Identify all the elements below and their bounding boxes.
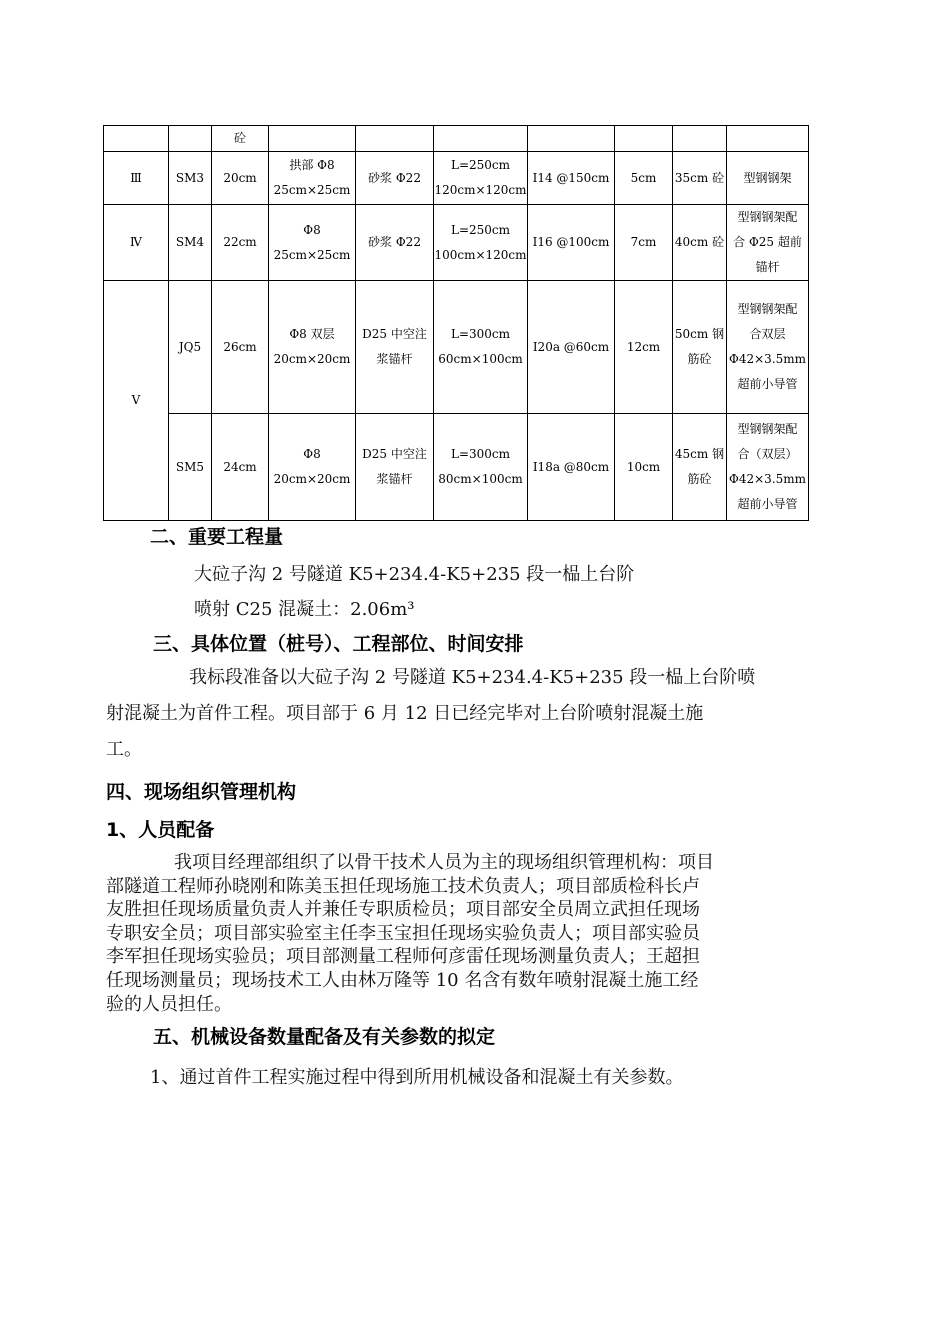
steel-cell: I14 @150cm (528, 152, 615, 205)
mesh-cell: 拱部 Φ8 25cm×25cm (269, 152, 356, 205)
steel-cell: I16 @100cm (528, 205, 615, 281)
section5-heading: 五、机械设备数量配备及有关参数的拟定 (153, 1026, 496, 1048)
reserve-cell: 12cm (615, 281, 673, 414)
steel-cell: I18a @80cm (528, 414, 615, 521)
spacing-cell: L=300cm 80cm×100cm (434, 414, 528, 521)
spacing-cell: L=250cm 120cm×120cm (434, 152, 528, 205)
section2-heading: 二、重要工程量 (150, 526, 284, 548)
grade-cell: Ⅴ (104, 281, 169, 521)
support-cell: 型钢钢架配 合（双层） Φ42×3.5mm 超前小导管 (727, 414, 809, 521)
lining-cell: 40cm 砼 (673, 205, 727, 281)
lining-cell: 50cm 钢 筋砼 (673, 281, 727, 414)
support-cell: 型钢钢架配 合双层 Φ42×3.5mm 超前小导管 (727, 281, 809, 414)
table-row (104, 152, 809, 205)
section4-paragraph: 我项目经理部组织了以骨干技术人员为主的现场组织管理机构：项目 部隧道工程师孙晓刚和陈美玉担任现场施工技术负责人；项目部质检科长卢 友胜担任现场质量负责人并兼任专职质检员；项目部安全员周立武担任现场 专职安全员；项目部实验室主任李玉宝担任现场实验负责人；项目部实验员 李军担任现场实验员；项目部测量工程师何彦雷任现场测量负责人；王超担 任现场测量员；现场技术工人由林万隆等 10 名含有数年喷射混凝土施工经 验的人员担任。 (106, 852, 714, 1015)
table-row (104, 205, 809, 281)
section3-heading: 三、具体位置（桩号）、工程部位、时间安排 (153, 633, 524, 655)
code-cell: SM5 (169, 414, 212, 521)
thickness-cell: 26cm (212, 281, 269, 414)
spacing-cell: L=250cm 100cm×120cm (434, 205, 528, 281)
code-cell: JQ5 (169, 281, 212, 414)
reserve-cell: 7cm (615, 205, 673, 281)
grade-cell: Ⅳ (104, 205, 169, 281)
code-cell: SM4 (169, 205, 212, 281)
mesh-cell: Φ8 双层 20cm×20cm (269, 281, 356, 414)
thickness-cell: 22cm (212, 205, 269, 281)
code-cell: SM3 (169, 152, 212, 205)
support-parameter-table (103, 125, 809, 521)
lining-cell: 45cm 钢 筋砼 (673, 414, 727, 521)
table-row (104, 281, 809, 414)
table-cell: 砼 (212, 126, 269, 152)
support-cell: 型钢钢架 (727, 152, 809, 205)
anchor-cell: 砂浆 Φ22 (356, 205, 434, 281)
section2-text-line: 大砬子沟 2 号隧道 K5+234.4-K5+235 段一榀上台阶 (194, 564, 635, 585)
section4-subheading: 1、人员配备 (106, 819, 215, 841)
reserve-cell: 5cm (615, 152, 673, 205)
thickness-cell: 20cm (212, 152, 269, 205)
spacing-cell: L=300cm 60cm×100cm (434, 281, 528, 414)
support-cell: 型钢钢架配 合 Φ25 超前 锚杆 (727, 205, 809, 281)
mesh-cell: Φ8 25cm×25cm (269, 205, 356, 281)
anchor-cell: D25 中空注 浆锚杆 (356, 281, 434, 414)
mesh-cell: Φ8 20cm×20cm (269, 414, 356, 521)
steel-cell: I20a @60cm (528, 281, 615, 414)
table-row (104, 126, 809, 152)
anchor-cell: D25 中空注 浆锚杆 (356, 414, 434, 521)
anchor-cell: 砂浆 Φ22 (356, 152, 434, 205)
section3-paragraph: 我标段准备以大砬子沟 2 号隧道 K5+234.4-K5+235 段一榀上台阶喷 射混凝土为首件工程。项目部于 6 月 12 日已经完毕对上台阶喷射混凝土施 工。 (106, 667, 756, 760)
lining-cell: 35cm 砼 (673, 152, 727, 205)
section5-text-line: 1、通过首件工程实施过程中得到所用机械设备和混凝土有关参数。 (150, 1067, 684, 1088)
section4-heading: 四、现场组织管理机构 (106, 781, 297, 803)
thickness-cell: 24cm (212, 414, 269, 521)
reserve-cell: 10cm (615, 414, 673, 521)
grade-cell: Ⅲ (104, 152, 169, 205)
table-row (104, 414, 809, 521)
section2-text-line: 喷射 C25 混凝土：2.06m³ (194, 599, 415, 620)
